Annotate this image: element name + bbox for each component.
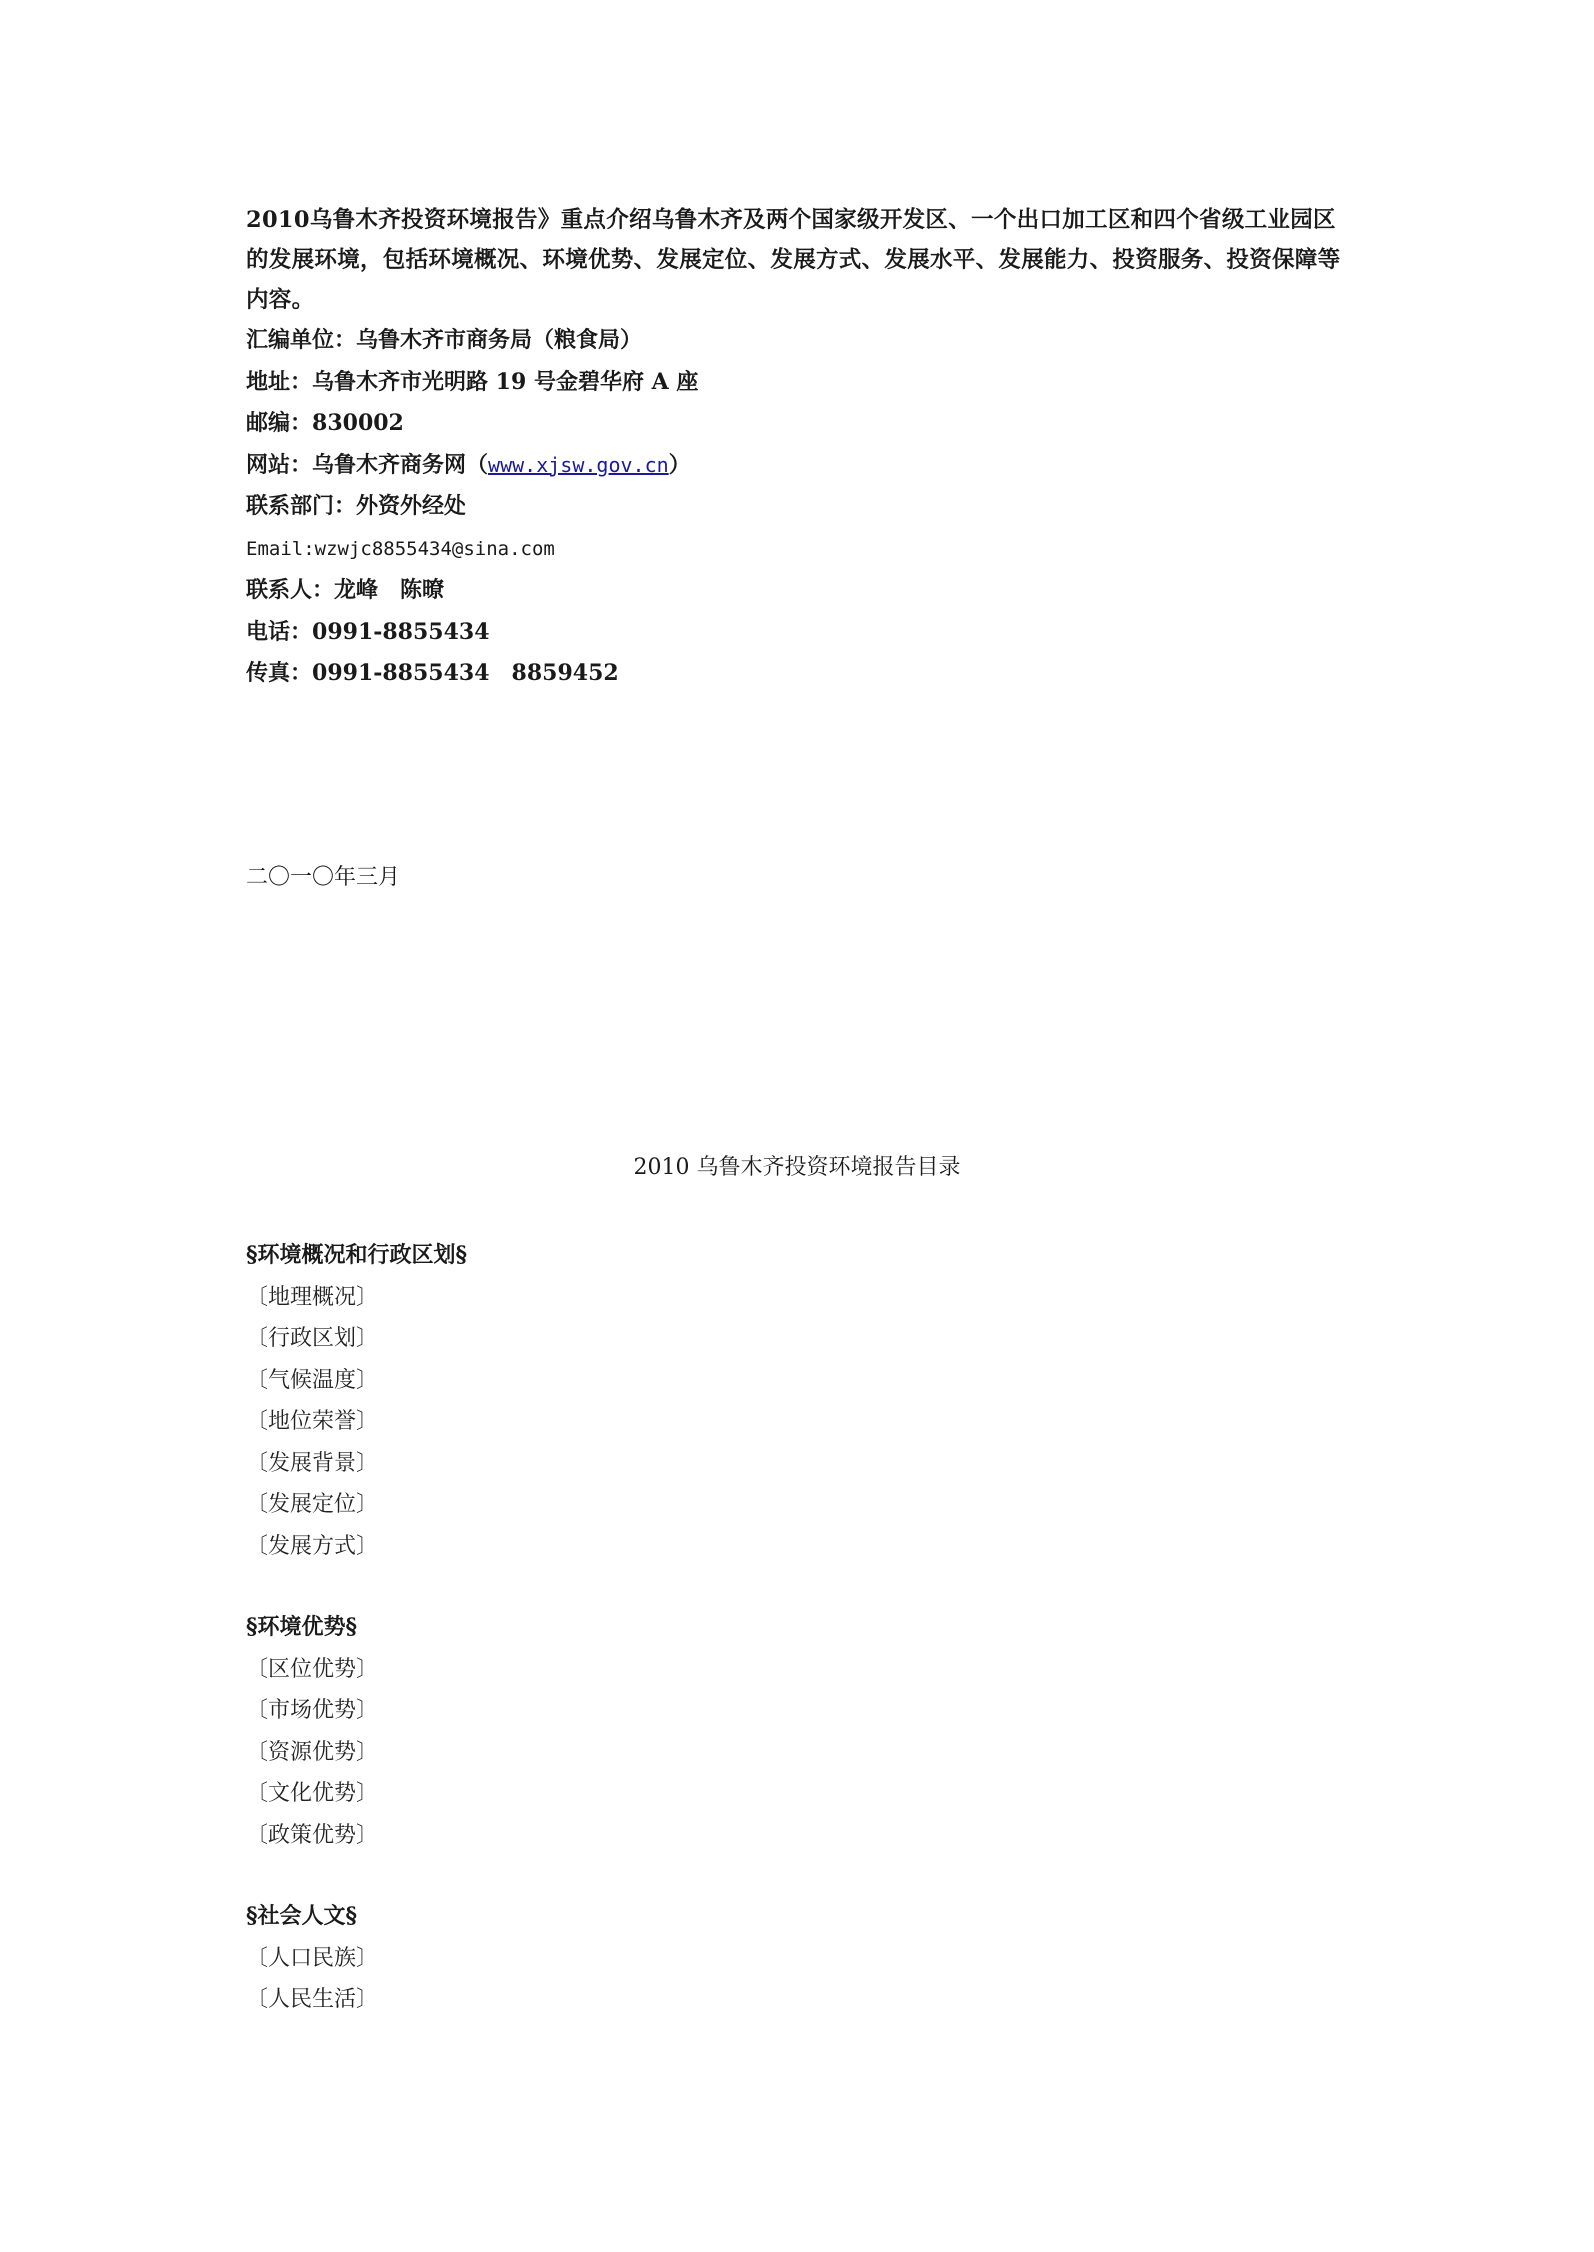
- toc-item[interactable]: 〔资源优势〕: [246, 1739, 379, 1765]
- phone-value: 0991-8855434: [312, 618, 490, 645]
- website-close: ）: [668, 451, 691, 478]
- toc-section: [246, 1896, 1146, 2021]
- toc-item[interactable]: 〔发展方式〕: [246, 1533, 379, 1559]
- contact-person-value: 龙峰 陈暸: [334, 577, 445, 603]
- address-line: [246, 362, 1356, 404]
- email-label: Email:: [246, 537, 315, 560]
- toc-item[interactable]: 〔发展定位〕: [246, 1492, 379, 1517]
- toc-item[interactable]: 〔气候温度〕: [246, 1367, 379, 1393]
- fax-label: 传真：: [246, 660, 313, 686]
- postcode-label: 邮编：: [246, 410, 313, 436]
- address-label: 地址：: [246, 368, 313, 395]
- toc-section-heading: §环境概况和行政区划§: [246, 1242, 468, 1268]
- fax-value: 0991-8855434 8859452: [312, 660, 619, 686]
- phone-line: [246, 612, 1356, 654]
- contact-person-label: 联系人：: [246, 577, 335, 603]
- toc-title: 2010 乌鲁木齐投资环境报告目录: [633, 1155, 961, 1180]
- compiler-label: 汇编单位：: [246, 327, 357, 353]
- document-date: 二〇一〇年三月: [246, 865, 401, 890]
- toc-item[interactable]: 〔人民生活〕: [246, 1987, 379, 2012]
- postcode-value: 830002: [312, 410, 404, 436]
- toc-item[interactable]: 〔发展背景〕: [246, 1450, 379, 1476]
- department-label: 联系部门：: [246, 493, 357, 519]
- toc-item[interactable]: 〔地位荣誉〕: [246, 1409, 379, 1434]
- fax-line: [246, 653, 1356, 695]
- toc-section-heading: §社会人文§: [246, 1903, 358, 1929]
- department-value: 外资外经处: [356, 493, 467, 519]
- compiler-line: [246, 320, 1356, 362]
- compiler-value: 乌鲁木齐市商务局（粮食局）: [356, 327, 643, 353]
- toc-item[interactable]: 〔行政区划〕: [246, 1326, 379, 1351]
- table-of-contents: [246, 1235, 1146, 2061]
- department-line: [246, 486, 1356, 528]
- contact-person-line: [246, 570, 1356, 612]
- postcode-line: [246, 403, 1356, 445]
- toc-section: [246, 1235, 1146, 1567]
- email-value: wzwjc8855434@sina.com: [314, 537, 555, 560]
- website-link[interactable]: www.xjsw.gov.cn: [488, 452, 669, 477]
- toc-item[interactable]: 〔政策优势〕: [246, 1822, 379, 1848]
- toc-section-heading: §环境优势§: [246, 1614, 358, 1640]
- toc-item[interactable]: 〔人口民族〕: [246, 1945, 379, 1971]
- toc-section: [246, 1607, 1146, 1856]
- website-line: [246, 445, 1356, 487]
- toc-item[interactable]: 〔文化优势〕: [246, 1781, 379, 1806]
- intro-block: [246, 200, 1356, 695]
- website-label: 网站：: [246, 451, 313, 478]
- toc-item[interactable]: 〔市场优势〕: [246, 1698, 379, 1723]
- email-line: [246, 528, 1356, 571]
- toc-item[interactable]: 〔地理概况〕: [246, 1284, 379, 1310]
- intro-paragraph: 2010乌鲁木齐投资环境报告》重点介绍乌鲁木齐及两个国家级开发区、一个出口加工区和四个省级工业园区的发展环境，包括环境概况、环境优势、发展定位、发展方式、发展水平、发展能力、投资服务、投资保障等内容。: [246, 207, 1341, 313]
- toc-item[interactable]: 〔区位优势〕: [246, 1656, 379, 1682]
- website-name: 乌鲁木齐商务网（: [312, 451, 489, 478]
- phone-label: 电话：: [246, 618, 313, 645]
- address-value: 乌鲁木齐市光明路 19 号金碧华府 A 座: [312, 368, 699, 395]
